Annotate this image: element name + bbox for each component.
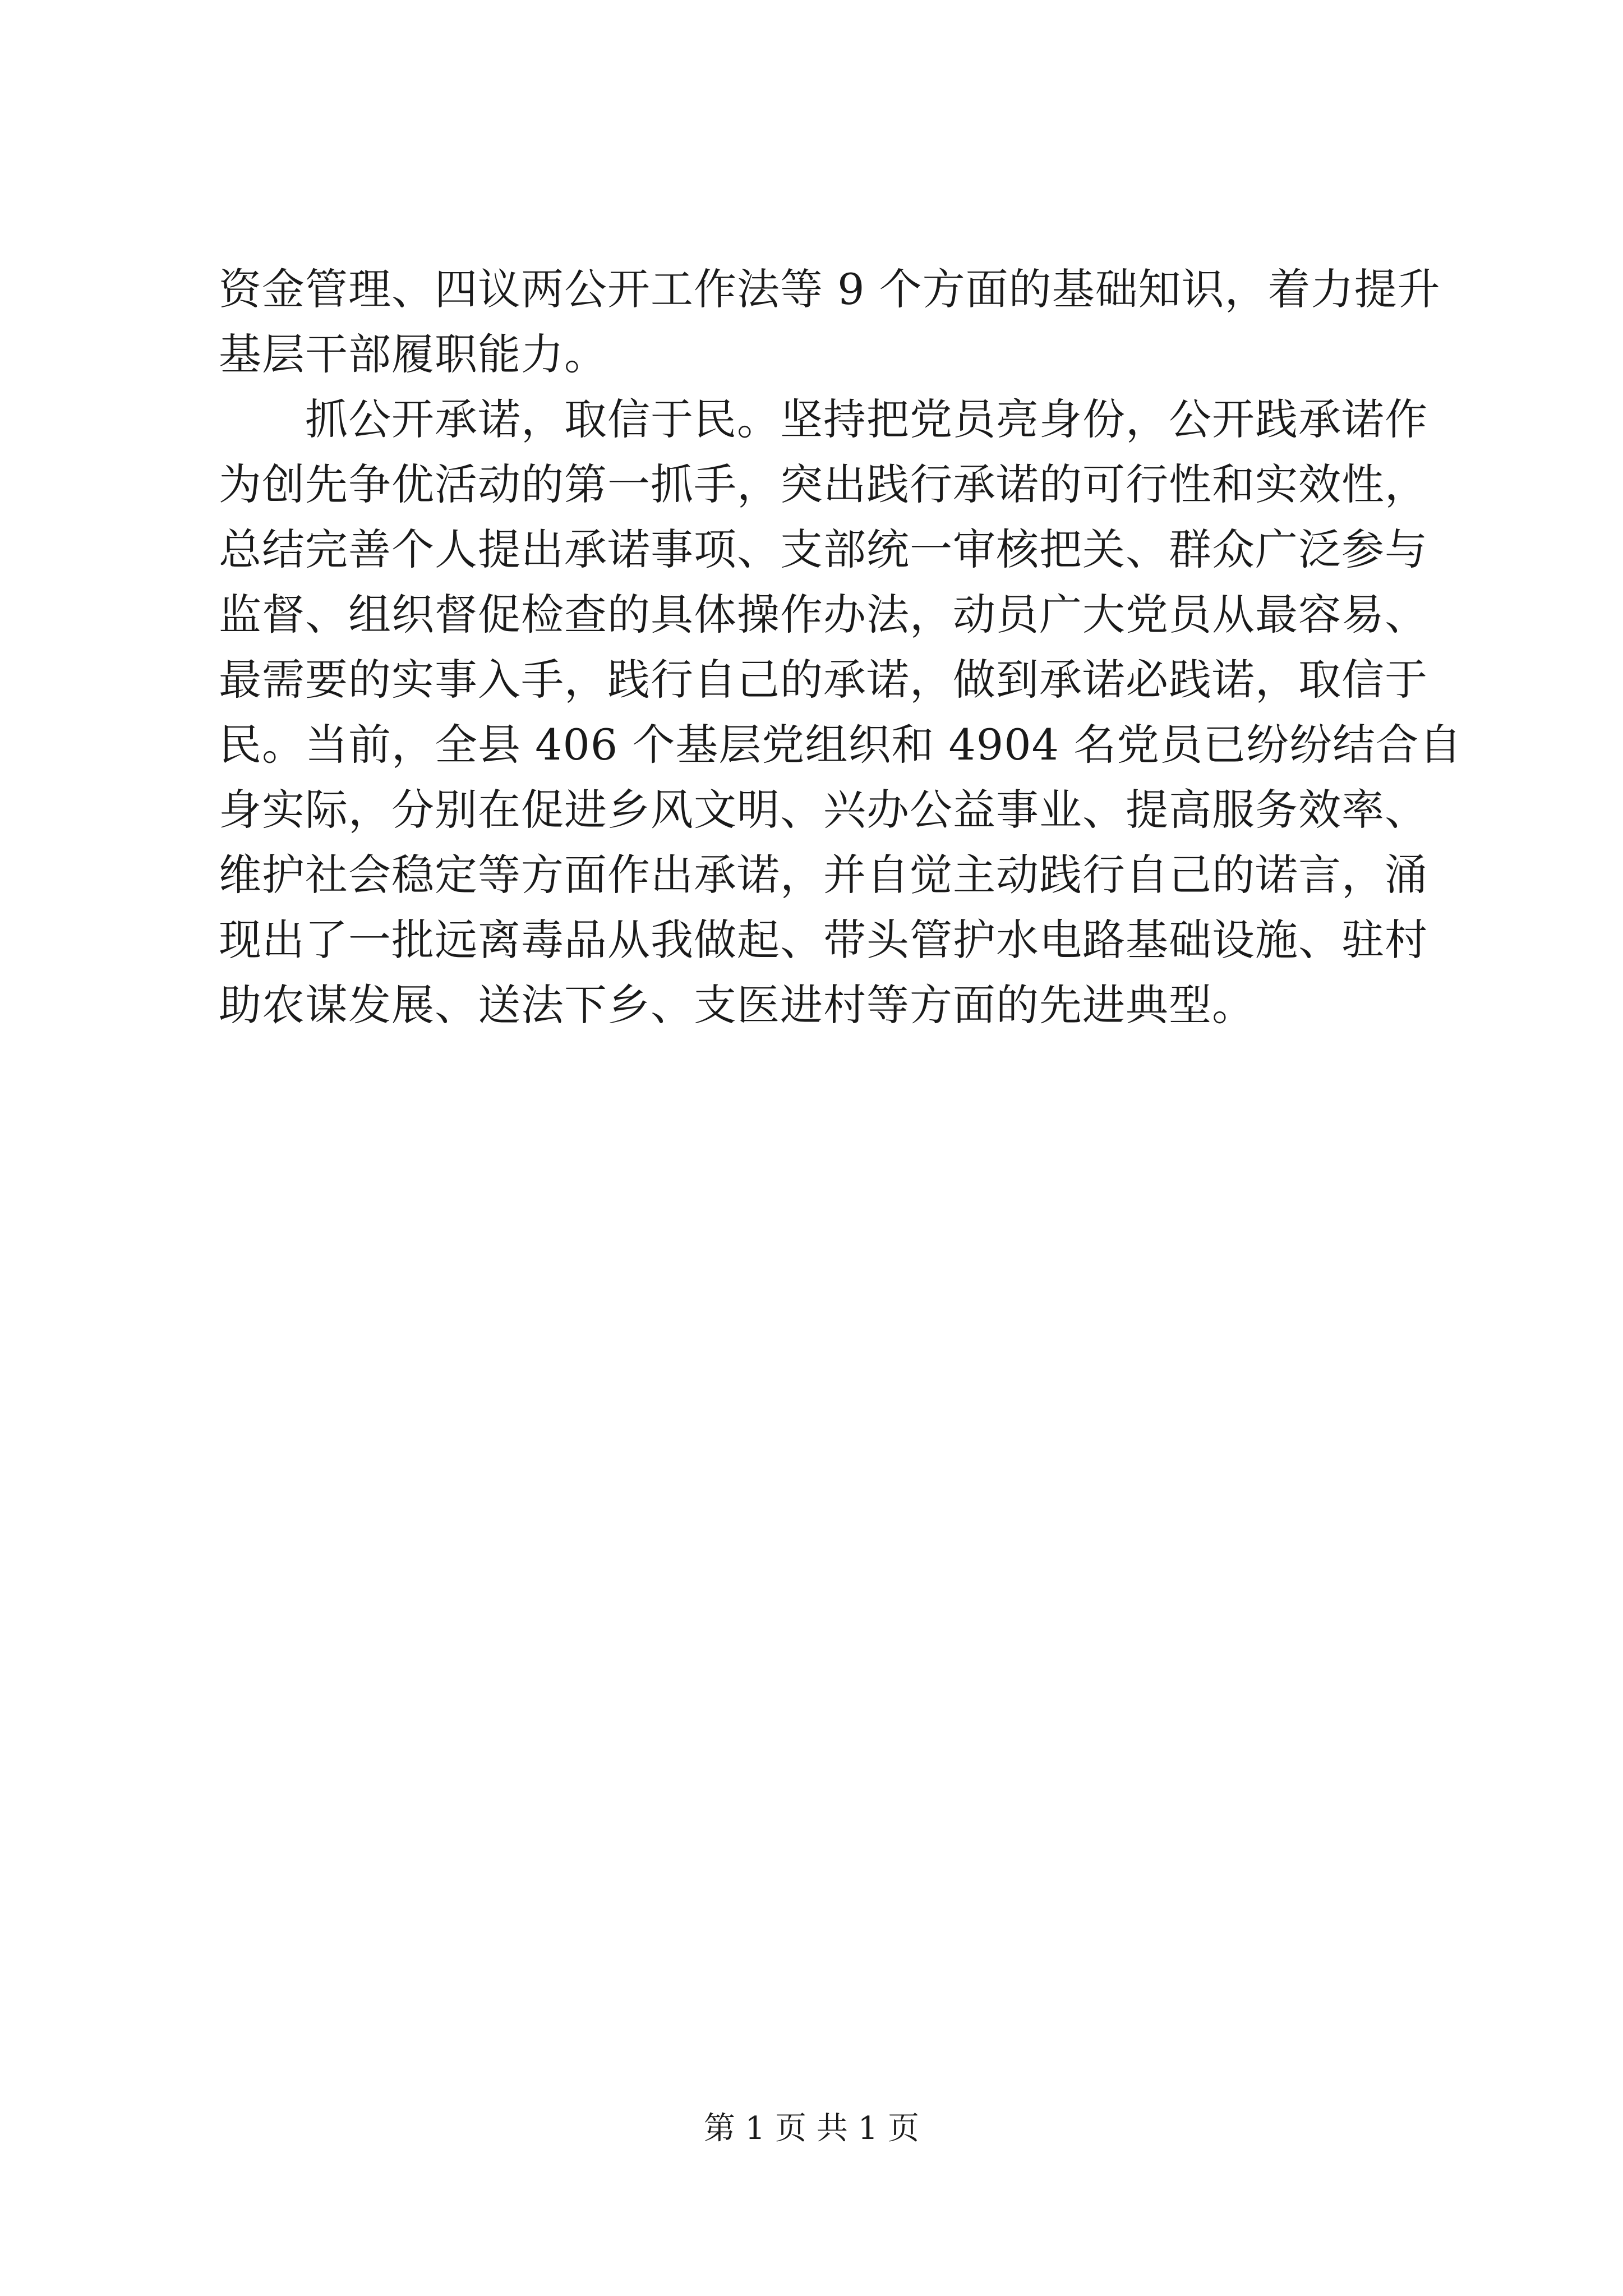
text-line: 监督、组织督促检查的具体操作办法，动员广大党员从最容易、 [219,590,1428,639]
text-line: 民。当前，全县 406 个基层党组织和 4904 名党员已纷纷结合自 [219,720,1463,770]
text-line: 最需要的实事入手，践行自己的承诺，做到承诺必践诺，取信于 [219,655,1428,705]
text-line: 为创先争优活动的第一抓手，突出践行承诺的可行性和实效性， [219,459,1428,509]
body-text [219,257,1463,1038]
text-line: 现出了一批远离毒品从我做起、带头管护水电路基础设施、驻村 [219,915,1428,965]
text-line: 身实际，分别在促进乡风文明、兴办公益事业、提高服务效率、 [219,785,1428,835]
text-line: 维护社会稳定等方面作出承诺，并自觉主动践行自己的诺言，涌 [219,850,1428,900]
text-line: 基层干部履职能力。 [219,329,607,379]
text-line: 助农谋发展、送法下乡、支医进村等方面的先进典型。 [219,980,1255,1030]
page-number-footer: 第 1 页 共 1 页 [703,2110,920,2147]
text-line: 资金管理、四议两公开工作法等 9 个方面的基础知识，着力提升 [219,264,1441,314]
text-line: 抓公开承诺，取信于民。坚持把党员亮身份，公开践承诺作 [219,394,1428,444]
text-line: 总结完善个人提出承诺事项、支部统一审核把关、群众广泛参与 [219,524,1428,574]
